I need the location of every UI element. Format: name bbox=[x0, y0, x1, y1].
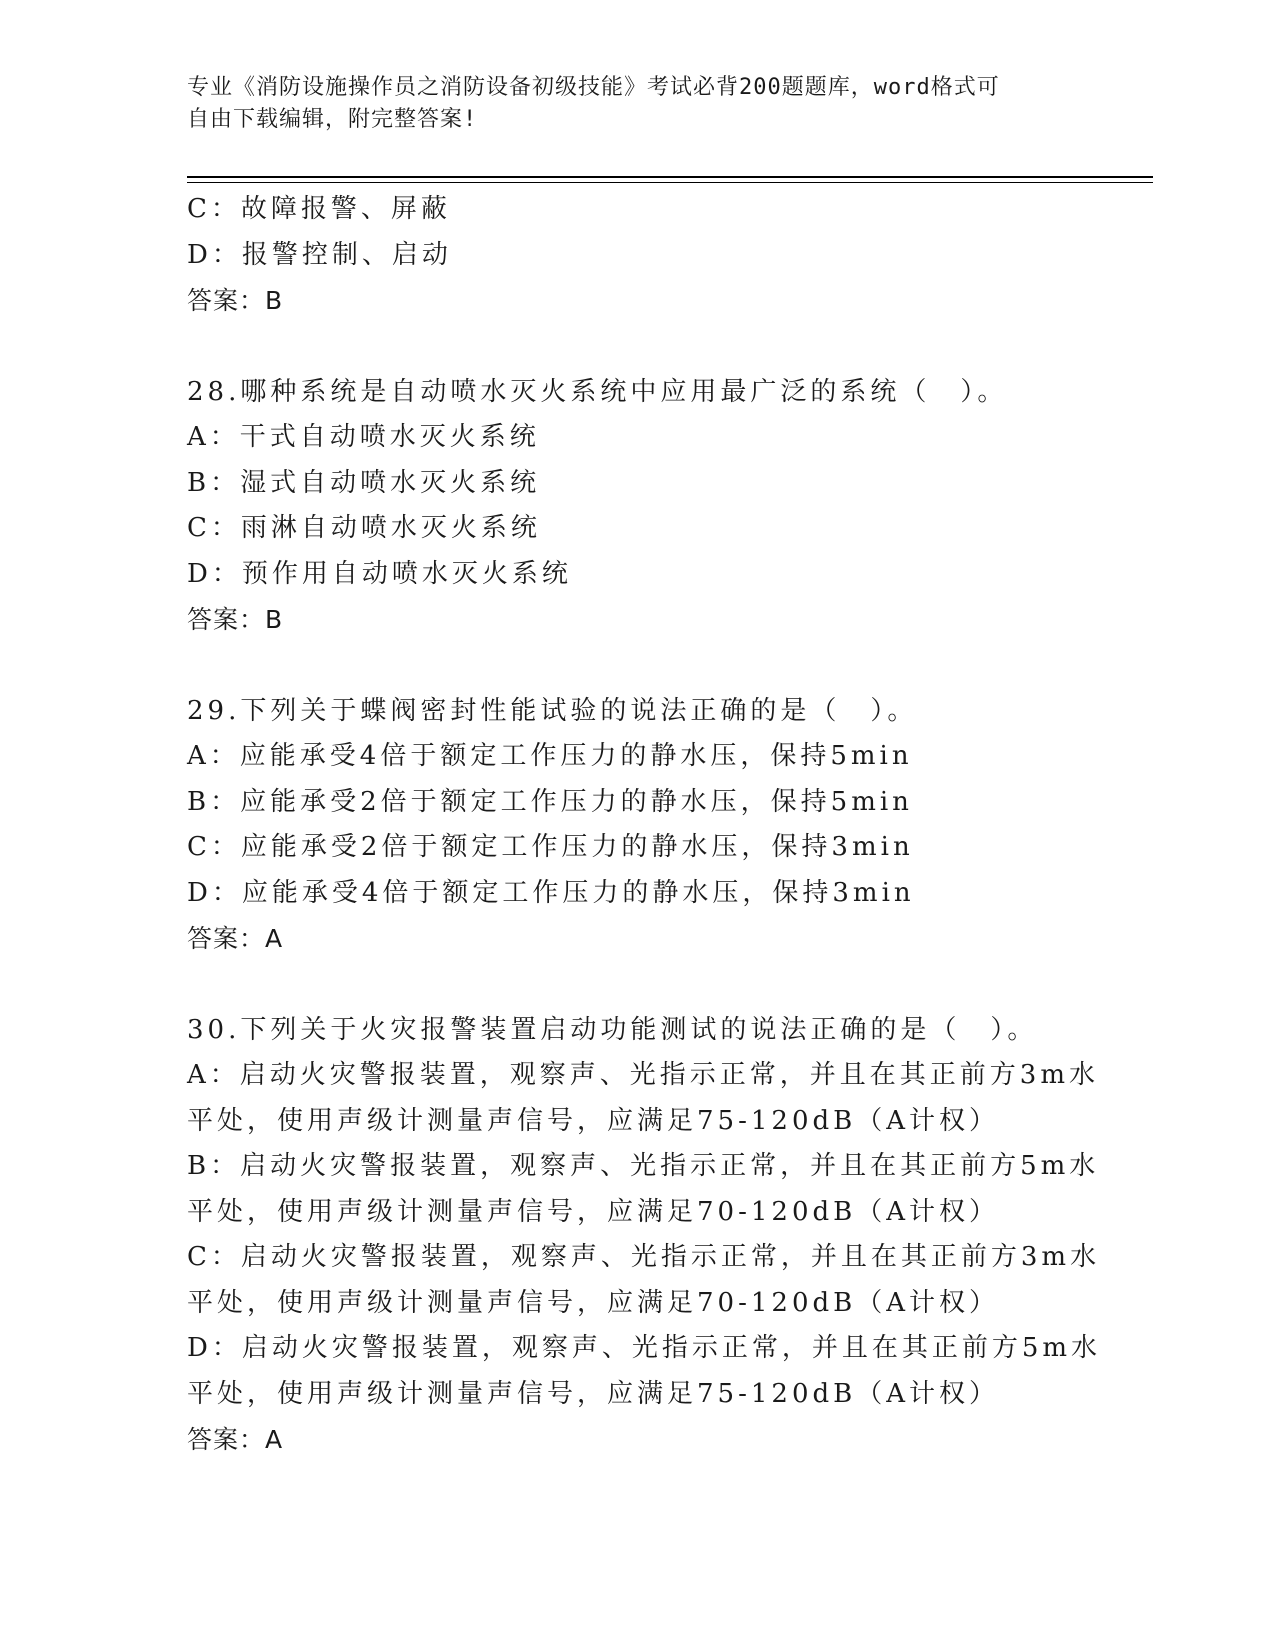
option-d-line-2: 平处，使用声级计测量声信号，应满足75-120dB（A计权） bbox=[187, 1378, 1000, 1409]
question-27 bbox=[187, 187, 1087, 324]
option-d: D：应能承受4倍于额定工作压力的静水压，保持3min bbox=[187, 877, 915, 908]
option-c: C：应能承受2倍于额定工作压力的静水压，保持3min bbox=[187, 832, 914, 862]
header-line-2: 自由下载编辑，附完整答案! bbox=[187, 107, 478, 132]
answer: 答案：B bbox=[187, 605, 284, 634]
question-30 bbox=[187, 1008, 1102, 1463]
option-c-line-1: C：启动火灾警报装置，观察声、光指示正常，并且在其正前方3m水 bbox=[187, 1242, 1101, 1272]
option-b-line-1: B：启动火灾警报装置，观察声、光指示正常，并且在其正前方5m水 bbox=[187, 1151, 1100, 1181]
question-text: 30.下列关于火灾报警装置启动功能测试的说法正确的是（ ）。 bbox=[187, 1014, 1038, 1045]
option-d: D：报警控制、启动 bbox=[187, 239, 452, 270]
answer: 答案：B bbox=[187, 286, 284, 315]
option-d-line-1: D：启动火灾警报装置，观察声、光指示正常，并且在其正前方5m水 bbox=[187, 1333, 1102, 1363]
question-text: 29.下列关于蝶阀密封性能试验的说法正确的是（ ）。 bbox=[187, 695, 918, 726]
option-b: B：应能承受2倍于额定工作压力的静水压，保持5min bbox=[187, 786, 913, 817]
question-29 bbox=[187, 689, 1087, 962]
spacer bbox=[187, 324, 1087, 370]
option-a-line-2: 平处，使用声级计测量声信号，应满足75-120dB（A计权） bbox=[187, 1105, 1000, 1136]
option-a-line-1: A：启动火灾警报装置，观察声、光指示正常，并且在其正前方3m水 bbox=[187, 1060, 1099, 1090]
header-divider-thin bbox=[187, 182, 1153, 183]
option-c-line-2: 平处，使用声级计测量声信号，应满足70-120dB（A计权） bbox=[187, 1287, 1000, 1318]
option-b-line-2: 平处，使用声级计测量声信号，应满足70-120dB（A计权） bbox=[187, 1196, 1000, 1227]
option-a: A：干式自动喷水灭火系统 bbox=[187, 422, 540, 452]
option-b: B：湿式自动喷水灭火系统 bbox=[187, 467, 541, 498]
header-line-1: 专业《消防设施操作员之消防设备初级技能》考试必背200题题库，word格式可 bbox=[187, 75, 1000, 100]
question-text: 28.哪种系统是自动喷水灭火系统中应用最广泛的系统（ ）。 bbox=[187, 376, 1008, 407]
spacer bbox=[187, 643, 1087, 689]
question-28 bbox=[187, 370, 1087, 643]
answer: 答案：A bbox=[187, 924, 284, 953]
option-a: A：应能承受4倍于额定工作压力的静水压，保持5min bbox=[187, 741, 913, 771]
header-divider-thick bbox=[187, 176, 1153, 178]
document-header bbox=[187, 72, 1087, 136]
answer: 答案：A bbox=[187, 1425, 284, 1454]
option-d: D：预作用自动喷水灭火系统 bbox=[187, 558, 572, 589]
spacer bbox=[187, 962, 1087, 1008]
option-c: C：故障报警、屏蔽 bbox=[187, 194, 451, 224]
question-list bbox=[187, 187, 1102, 1463]
option-c: C：雨淋自动喷水灭火系统 bbox=[187, 513, 541, 543]
